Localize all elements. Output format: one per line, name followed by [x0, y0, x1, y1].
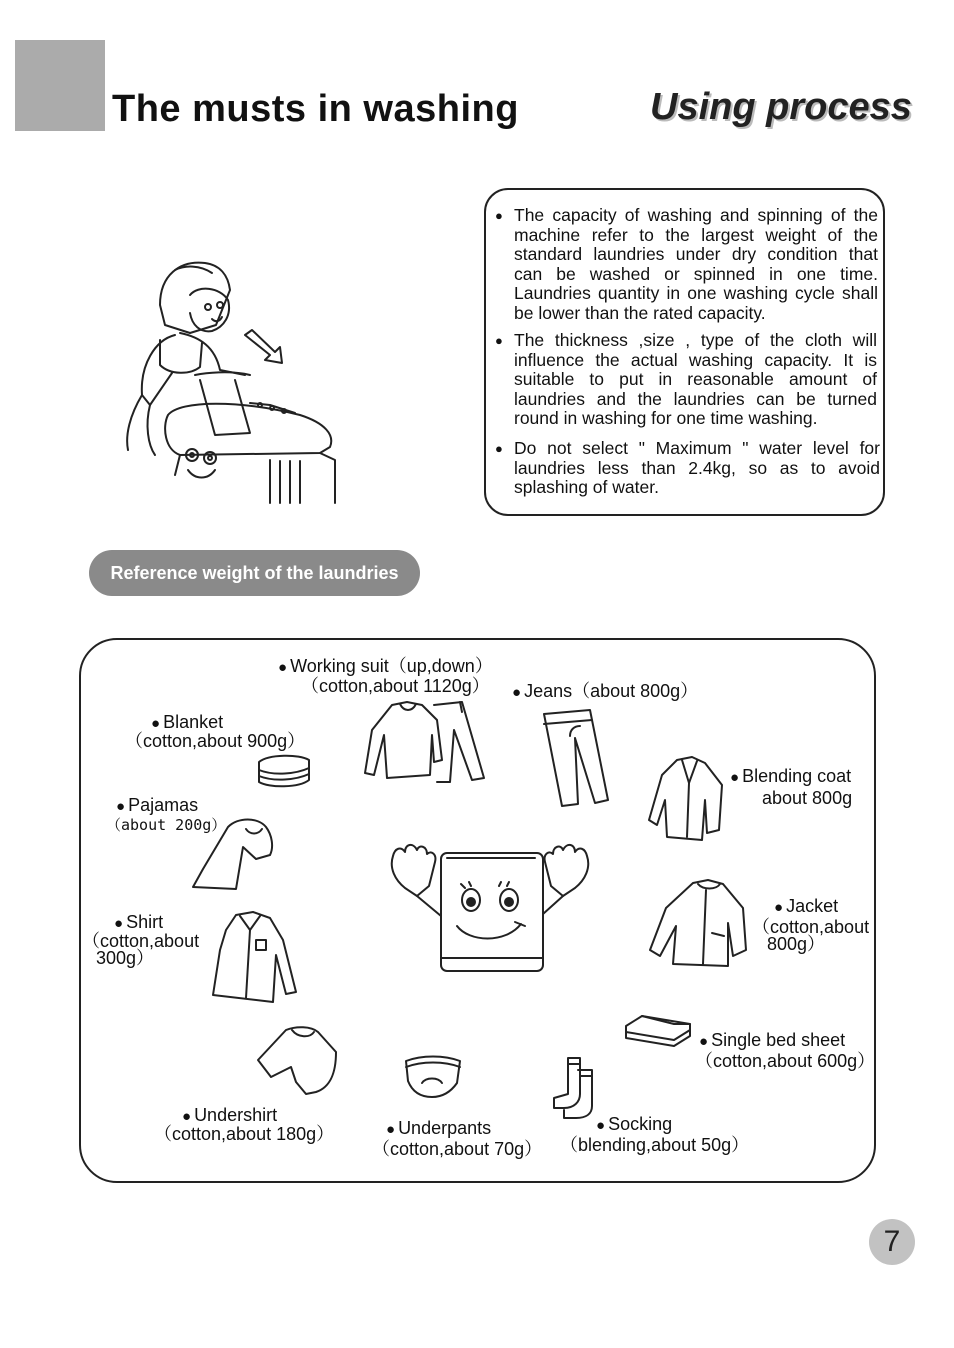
label-underpants: ● Underpants [386, 1118, 492, 1138]
detail-undershirt: （cotton,about 180g） [154, 1124, 335, 1144]
label-socking: ● Socking [596, 1114, 673, 1134]
bullet-icon: ● [596, 1117, 606, 1134]
washing-machine-mascot-icon [385, 838, 595, 978]
bullet-icon: ● [151, 715, 161, 732]
label-single-bed-sheet: ● Single bed sheet [699, 1030, 846, 1050]
detail-pajamas: （about 200g） [106, 816, 227, 834]
detail-working-suit: （cotton,about 1120g） [301, 676, 490, 696]
detail-jacket-2: 800g） [767, 934, 826, 954]
undershirt-icon [256, 1022, 338, 1102]
underpants-icon [402, 1053, 464, 1101]
label-jacket: ● Jacket [774, 896, 839, 916]
detail-blanket: （cotton,about 900g） [125, 731, 306, 751]
socks-icon [550, 1056, 598, 1120]
detail-underpants: （cotton,about 70g） [372, 1139, 543, 1159]
note-capacity: ● The capacity of washing and spinning of the machine refer to the largest weight of the standard laundries under dry condition that can be washed or spinned in one time. Laundries quantity in one washing cycle shall be lower than the rated capacity. [514, 206, 878, 323]
bullet-icon: ● [512, 684, 522, 701]
reference-weight-heading: Reference weight of the laundries [89, 550, 420, 596]
detail-shirt-1: （cotton,about [82, 931, 200, 951]
detail-shirt-2: 300g） [96, 948, 155, 968]
bullet-icon: ● [116, 798, 126, 815]
bullet-icon: ● [774, 899, 784, 916]
bullet-icon: ● [278, 659, 288, 676]
label-undershirt: ● Undershirt [182, 1105, 278, 1125]
blanket-icon [254, 750, 314, 792]
blending-coat-icon [647, 755, 727, 845]
page-title: The musts in washing [112, 88, 519, 130]
label-pajamas: ● Pajamas [116, 795, 199, 815]
bullet-icon: ● [730, 769, 740, 786]
working-suit-icon [362, 700, 487, 785]
bullet-icon: ● [699, 1033, 709, 1050]
jeans-icon [540, 708, 610, 808]
bullet-icon: ● [386, 1121, 396, 1138]
label-jeans: ● Jeans（about 800g） [512, 681, 699, 701]
detail-blending-coat: about 800g [762, 788, 853, 808]
label-working-suit: ● Working suit（up,down） [278, 656, 493, 676]
section-title: Using process [650, 86, 912, 128]
note-thickness: ● The thickness ,size , type of the cloth will influence the actual washing capacity. It is suitable to put in reasonable amount of laundries and the laundries can be turned round in washing for one time washing. [514, 331, 877, 429]
detail-jacket-1: （cotton,about [752, 917, 870, 937]
usage-notes-box [484, 188, 885, 516]
label-blending-coat: ● Blending coat [730, 766, 852, 786]
note-water-level: ● Do not select " Maximum " water level for laundries less than 2.4kg, so as to avoid splashing of water. [514, 439, 880, 498]
label-shirt: ● Shirt [114, 912, 164, 932]
detail-single-bed-sheet: （cotton,about 600g） [695, 1051, 876, 1071]
pajamas-icon [188, 817, 278, 892]
bullet-icon: ● [182, 1108, 192, 1125]
woman-washing-illustration [120, 255, 340, 510]
bullet-icon: ● [114, 915, 124, 932]
shirt-icon [208, 910, 300, 1005]
jacket-icon [648, 878, 752, 970]
detail-socking: （blending,about 50g） [560, 1135, 750, 1155]
label-blanket: ● Blanket [151, 712, 224, 732]
single-bed-sheet-icon [622, 1012, 694, 1050]
page-number: 7 [869, 1219, 915, 1265]
header-gray-block [15, 40, 105, 131]
